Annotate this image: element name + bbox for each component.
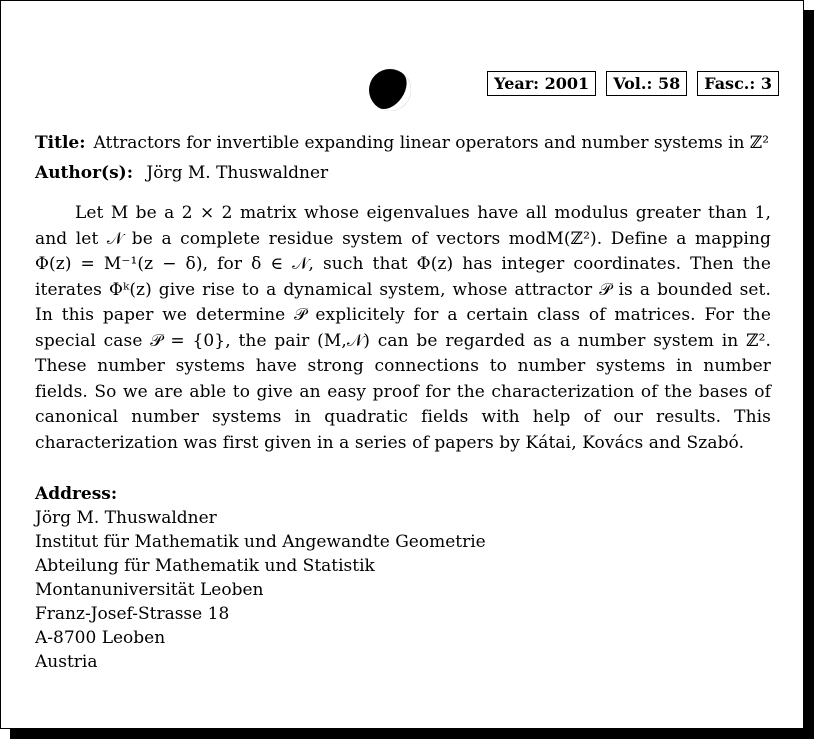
issue-meta bbox=[487, 71, 779, 96]
year-box bbox=[487, 71, 596, 96]
page-shadow-bottom bbox=[10, 729, 814, 739]
address-line: Montanuniversität Leoben bbox=[35, 580, 264, 600]
volume-box bbox=[606, 71, 687, 96]
address-line: Franz-Josef-Strasse 18 bbox=[35, 604, 230, 624]
paper-title: Attractors for invertible expanding linear operators and number systems in ℤ² bbox=[93, 133, 770, 153]
fascicle-label: Fasc.: bbox=[704, 74, 756, 93]
year-label: Year: bbox=[494, 74, 540, 93]
page-shadow-right bbox=[804, 10, 814, 739]
title-label: Title: bbox=[35, 133, 86, 153]
volume-value: 58 bbox=[657, 74, 681, 93]
address-line: Abteilung für Mathematik und Statistik bbox=[35, 556, 375, 576]
year-value: 2001 bbox=[544, 74, 590, 93]
address-label: Address: bbox=[35, 484, 118, 504]
address-line: Institut für Mathematik und Angewandte Geometrie bbox=[35, 532, 486, 552]
abstract: Let M be a 2 × 2 matrix whose eigenvalues have all modulus greater than 1, and let 𝒩 be a complete residue system of vectors modM(ℤ²). Define a mapping Φ(z) = M⁻¹(z − δ), for δ ∈ 𝒩, such that Φ(z) has integer coordinates. Then the iterates Φᵏ(z) give rise to a dynamical system, whose attractor 𝒫 is a bounded set. In this paper we determine 𝒫 explicitely for a certain class of matrices. For the special case 𝒫 = {0}, the pair (M,𝒩) can be regarded as a number system in ℤ². These number systems have strong connections to number systems in number fields. So we are able to give an easy proof for the characterization of the bases of canonical number systems in quadratic fields with help of our results. This characterization was first given in a series of papers by Kátai, Kovács and Szabó. bbox=[35, 203, 771, 453]
address-line: A-8700 Leoben bbox=[35, 628, 166, 648]
title-row bbox=[35, 131, 771, 155]
author-names: Jörg M. Thuswaldner bbox=[146, 163, 329, 183]
address-line: Jörg M. Thuswaldner bbox=[35, 508, 217, 528]
volume-label: Vol.: bbox=[613, 74, 653, 93]
paper-content bbox=[35, 131, 771, 674]
fascicle-box bbox=[697, 71, 779, 96]
author-label: Author(s): bbox=[35, 163, 133, 183]
address-block bbox=[35, 506, 771, 674]
author-row bbox=[35, 161, 771, 185]
fascicle-value: 3 bbox=[760, 74, 772, 93]
address-line: Austria bbox=[35, 652, 98, 672]
journal-logo-icon bbox=[368, 68, 412, 112]
